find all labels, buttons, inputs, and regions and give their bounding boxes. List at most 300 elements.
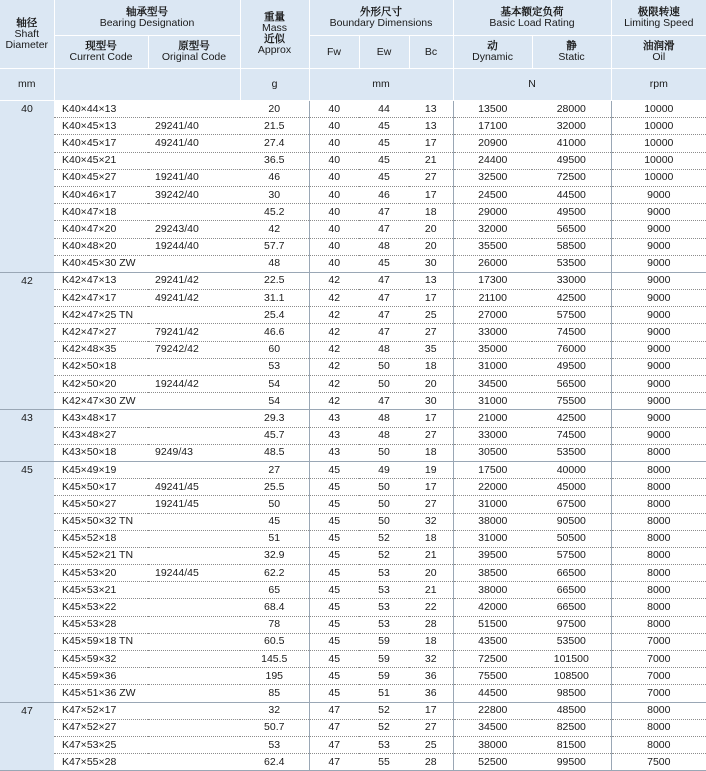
ew-cell: 45 xyxy=(359,118,409,135)
table-row xyxy=(0,135,706,152)
current-code-cell: K45×53×21 xyxy=(54,582,148,599)
ew-cell: 45 xyxy=(359,152,409,169)
mass-cell: 50.7 xyxy=(240,719,309,736)
limiting-speed-cell: 7000 xyxy=(611,633,706,650)
fw-cell: 45 xyxy=(309,599,359,616)
mass-cell: 20 xyxy=(240,101,309,118)
dynamic-load-cell: 20900 xyxy=(453,135,532,152)
fw-cell: 42 xyxy=(309,324,359,341)
table-row xyxy=(0,530,706,547)
table-row xyxy=(0,238,706,255)
ew-cell: 45 xyxy=(359,169,409,186)
mass-header-en: Mass xyxy=(261,22,288,34)
mass-cell: 46 xyxy=(240,169,309,186)
ew-cell: 59 xyxy=(359,633,409,650)
mass-cell: 53 xyxy=(240,736,309,753)
table-row xyxy=(0,754,706,771)
speed-header xyxy=(611,0,706,36)
fw-cell: 45 xyxy=(309,668,359,685)
table-row xyxy=(0,702,706,719)
original-code-cell xyxy=(148,547,240,564)
ew-cell: 49 xyxy=(359,461,409,478)
dynamic-load-cell: 38500 xyxy=(453,565,532,582)
original-code-cell: 79241/42 xyxy=(148,324,240,341)
fw-cell: 42 xyxy=(309,358,359,375)
bc-cell: 30 xyxy=(409,255,453,272)
speed-header-en: Limiting Speed xyxy=(624,16,694,29)
limiting-speed-cell: 10000 xyxy=(611,152,706,169)
table-row xyxy=(0,358,706,375)
current-code-cell: K45×50×17 xyxy=(54,479,148,496)
limiting-speed-cell: 8000 xyxy=(611,444,706,461)
table-row xyxy=(0,341,706,358)
dynamic-load-cell: 32000 xyxy=(453,221,532,238)
bc-cell: 36 xyxy=(409,668,453,685)
oil-header-en: Oil xyxy=(652,51,666,63)
original-code-cell: 49241/42 xyxy=(148,290,240,307)
limiting-speed-cell: 9000 xyxy=(611,358,706,375)
dynamic-load-cell: 31000 xyxy=(453,393,532,410)
table-row xyxy=(0,307,706,324)
dynamic-load-cell: 22800 xyxy=(453,702,532,719)
ew-cell: 52 xyxy=(359,719,409,736)
original-code-header xyxy=(148,36,240,69)
mass-cell: 145.5 xyxy=(240,651,309,668)
table-header xyxy=(0,0,706,101)
original-code-cell xyxy=(148,719,240,736)
ew-cell: 46 xyxy=(359,186,409,203)
limiting-speed-cell: 10000 xyxy=(611,135,706,152)
mass-cell: 195 xyxy=(240,668,309,685)
static-load-cell: 57500 xyxy=(532,307,611,324)
limiting-speed-cell: 10000 xyxy=(611,101,706,118)
table-row xyxy=(0,393,706,410)
current-code-cell: K45×50×27 xyxy=(54,496,148,513)
limiting-speed-cell: 9000 xyxy=(611,221,706,238)
bc-cell: 18 xyxy=(409,633,453,650)
fw-cell: 40 xyxy=(309,118,359,135)
static-load-cell: 49500 xyxy=(532,204,611,221)
dynamic-header-en: Dynamic xyxy=(472,51,513,63)
fw-cell: 40 xyxy=(309,186,359,203)
ew-cell: 47 xyxy=(359,393,409,410)
bc-cell: 32 xyxy=(409,513,453,530)
speed-unit: rpm xyxy=(611,69,706,101)
mass-cell: 57.7 xyxy=(240,238,309,255)
fw-cell: 42 xyxy=(309,393,359,410)
shaft-diameter-cell: 47 xyxy=(0,702,54,771)
load-header xyxy=(453,0,611,36)
fw-cell: 45 xyxy=(309,479,359,496)
limiting-speed-cell: 8000 xyxy=(611,530,706,547)
original-code-cell xyxy=(148,513,240,530)
limiting-speed-cell: 9000 xyxy=(611,290,706,307)
mass-cell: 62.4 xyxy=(240,754,309,771)
current-code-cell: K40×47×18 xyxy=(54,204,148,221)
bc-header: Bc xyxy=(409,36,453,69)
limiting-speed-cell: 9000 xyxy=(611,238,706,255)
mass-cell: 46.6 xyxy=(240,324,309,341)
current-code-cell: K42×47×30 ZW xyxy=(54,393,148,410)
limiting-speed-cell: 8000 xyxy=(611,719,706,736)
dynamic-load-cell: 75500 xyxy=(453,668,532,685)
current-code-header xyxy=(54,36,148,69)
static-load-cell: 82500 xyxy=(532,719,611,736)
mass-cell: 54 xyxy=(240,393,309,410)
dynamic-load-cell: 21100 xyxy=(453,290,532,307)
current-code-cell: K45×52×18 xyxy=(54,530,148,547)
ew-cell: 50 xyxy=(359,496,409,513)
fw-cell: 42 xyxy=(309,376,359,393)
load-unit: N xyxy=(453,69,611,101)
ew-cell: 45 xyxy=(359,135,409,152)
fw-cell: 40 xyxy=(309,238,359,255)
mass-cell: 85 xyxy=(240,685,309,702)
bc-cell: 32 xyxy=(409,651,453,668)
original-code-cell xyxy=(148,754,240,771)
mass-cell: 65 xyxy=(240,582,309,599)
original-code-cell xyxy=(148,685,240,702)
mass-cell: 78 xyxy=(240,616,309,633)
current-code-cell: K45×50×32 TN xyxy=(54,513,148,530)
table-row xyxy=(0,101,706,118)
static-load-cell: 40000 xyxy=(532,461,611,478)
table-row xyxy=(0,616,706,633)
current-code-cell: K47×55×28 xyxy=(54,754,148,771)
fw-cell: 42 xyxy=(309,272,359,289)
static-load-cell: 41000 xyxy=(532,135,611,152)
fw-cell: 40 xyxy=(309,135,359,152)
limiting-speed-cell: 8000 xyxy=(611,702,706,719)
ew-cell: 53 xyxy=(359,565,409,582)
table-row xyxy=(0,461,706,478)
dynamic-load-cell: 31000 xyxy=(453,358,532,375)
table-row xyxy=(0,204,706,221)
ew-cell: 53 xyxy=(359,736,409,753)
current-code-cell: K42×47×27 xyxy=(54,324,148,341)
current-code-cell: K47×52×17 xyxy=(54,702,148,719)
current-code-header-zh: 现型号 xyxy=(85,40,117,52)
ew-cell: 50 xyxy=(359,444,409,461)
table-row xyxy=(0,152,706,169)
mass-cell: 45 xyxy=(240,513,309,530)
limiting-speed-cell: 9000 xyxy=(611,324,706,341)
limiting-speed-cell: 7500 xyxy=(611,754,706,771)
original-code-header-en: Original Code xyxy=(161,51,227,63)
table-row xyxy=(0,324,706,341)
approx-header-en: Approx xyxy=(257,44,292,56)
dynamic-load-cell: 31000 xyxy=(453,496,532,513)
current-code-cell: K42×48×35 xyxy=(54,341,148,358)
table-row xyxy=(0,376,706,393)
ew-cell: 48 xyxy=(359,410,409,427)
current-code-cell: K40×44×13 xyxy=(54,101,148,118)
dynamic-load-cell: 43500 xyxy=(453,633,532,650)
dynamic-load-cell: 30500 xyxy=(453,444,532,461)
bc-cell: 17 xyxy=(409,410,453,427)
limiting-speed-cell: 10000 xyxy=(611,169,706,186)
limiting-speed-cell: 9000 xyxy=(611,255,706,272)
bc-cell: 21 xyxy=(409,547,453,564)
original-code-cell: 19241/40 xyxy=(148,169,240,186)
bc-cell: 28 xyxy=(409,754,453,771)
bc-cell: 21 xyxy=(409,152,453,169)
limiting-speed-cell: 8000 xyxy=(611,513,706,530)
current-code-cell: K40×45×30 ZW xyxy=(54,255,148,272)
designation-header-en: Bearing Designation xyxy=(99,16,195,29)
mass-cell: 45.2 xyxy=(240,204,309,221)
original-code-cell xyxy=(148,461,240,478)
table-row xyxy=(0,169,706,186)
table-row xyxy=(0,444,706,461)
original-code-cell: 19244/45 xyxy=(148,565,240,582)
static-header xyxy=(532,36,611,69)
mass-cell: 45.7 xyxy=(240,427,309,444)
static-load-cell: 57500 xyxy=(532,547,611,564)
fw-cell: 45 xyxy=(309,616,359,633)
original-code-cell: 29241/42 xyxy=(148,272,240,289)
bc-cell: 19 xyxy=(409,461,453,478)
static-load-cell: 53500 xyxy=(532,633,611,650)
original-code-cell xyxy=(148,668,240,685)
static-header-zh: 静 xyxy=(566,40,577,52)
bc-cell: 17 xyxy=(409,702,453,719)
bc-cell: 27 xyxy=(409,496,453,513)
static-load-cell: 74500 xyxy=(532,427,611,444)
static-load-cell: 67500 xyxy=(532,496,611,513)
shaft-diameter-cell: 45 xyxy=(0,461,54,702)
static-load-cell: 74500 xyxy=(532,324,611,341)
fw-cell: 45 xyxy=(309,547,359,564)
original-code-cell xyxy=(148,599,240,616)
original-code-cell xyxy=(148,427,240,444)
ew-header: Ew xyxy=(359,36,409,69)
mass-cell: 48 xyxy=(240,255,309,272)
ew-cell: 53 xyxy=(359,616,409,633)
bc-cell: 30 xyxy=(409,393,453,410)
mass-header-zh: 重量 xyxy=(264,11,285,23)
limiting-speed-cell: 9000 xyxy=(611,341,706,358)
bc-cell: 27 xyxy=(409,324,453,341)
original-code-cell xyxy=(148,410,240,427)
current-code-cell: K45×59×18 TN xyxy=(54,633,148,650)
fw-cell: 43 xyxy=(309,427,359,444)
original-code-cell xyxy=(148,633,240,650)
current-code-cell: K45×49×19 xyxy=(54,461,148,478)
table-row xyxy=(0,290,706,307)
ew-cell: 47 xyxy=(359,307,409,324)
fw-cell: 45 xyxy=(309,496,359,513)
limiting-speed-cell: 8000 xyxy=(611,496,706,513)
bc-cell: 22 xyxy=(409,599,453,616)
table-row xyxy=(0,410,706,427)
load-header-en: Basic Load Rating xyxy=(489,16,575,29)
dynamic-load-cell: 24500 xyxy=(453,186,532,203)
current-code-cell: K45×51×36 ZW xyxy=(54,685,148,702)
mass-cell: 68.4 xyxy=(240,599,309,616)
static-load-cell: 33000 xyxy=(532,272,611,289)
bc-cell: 18 xyxy=(409,444,453,461)
designation-header xyxy=(54,0,240,36)
ew-cell: 47 xyxy=(359,324,409,341)
fw-cell: 45 xyxy=(309,565,359,582)
bc-cell: 27 xyxy=(409,169,453,186)
static-load-cell: 32000 xyxy=(532,118,611,135)
dynamic-load-cell: 38000 xyxy=(453,736,532,753)
bc-cell: 20 xyxy=(409,565,453,582)
dynamic-load-cell: 31000 xyxy=(453,530,532,547)
bc-cell: 17 xyxy=(409,135,453,152)
dynamic-load-cell: 44500 xyxy=(453,685,532,702)
static-load-cell: 56500 xyxy=(532,376,611,393)
limiting-speed-cell: 8000 xyxy=(611,582,706,599)
ew-cell: 47 xyxy=(359,290,409,307)
static-load-cell: 72500 xyxy=(532,169,611,186)
static-load-cell: 99500 xyxy=(532,754,611,771)
original-code-cell xyxy=(148,393,240,410)
fw-header: Fw xyxy=(309,36,359,69)
dynamic-load-cell: 33000 xyxy=(453,427,532,444)
dynamic-load-cell: 29000 xyxy=(453,204,532,221)
oil-header xyxy=(611,36,706,69)
original-code-cell: 39242/40 xyxy=(148,186,240,203)
fw-cell: 40 xyxy=(309,221,359,238)
table-row xyxy=(0,118,706,135)
shaft-diameter-cell: 42 xyxy=(0,272,54,410)
approx-header-zh: 近似 xyxy=(264,33,285,45)
ew-cell: 50 xyxy=(359,479,409,496)
dynamic-header xyxy=(453,36,532,69)
limiting-speed-cell: 9000 xyxy=(611,204,706,221)
mass-cell: 51 xyxy=(240,530,309,547)
original-code-cell: 19241/45 xyxy=(148,496,240,513)
original-code-cell: 19244/42 xyxy=(148,376,240,393)
current-code-cell: K42×50×18 xyxy=(54,358,148,375)
mass-cell: 54 xyxy=(240,376,309,393)
designation-unit xyxy=(54,69,240,101)
dynamic-load-cell: 21000 xyxy=(453,410,532,427)
ew-cell: 50 xyxy=(359,376,409,393)
fw-cell: 43 xyxy=(309,410,359,427)
limiting-speed-cell: 9000 xyxy=(611,393,706,410)
dynamic-load-cell: 17500 xyxy=(453,461,532,478)
fw-cell: 45 xyxy=(309,685,359,702)
dynamic-load-cell: 24400 xyxy=(453,152,532,169)
fw-cell: 40 xyxy=(309,204,359,221)
dynamic-load-cell: 39500 xyxy=(453,547,532,564)
static-load-cell: 53500 xyxy=(532,444,611,461)
table-row xyxy=(0,736,706,753)
original-code-cell xyxy=(148,101,240,118)
bc-cell: 20 xyxy=(409,221,453,238)
table-row xyxy=(0,221,706,238)
fw-cell: 45 xyxy=(309,530,359,547)
limiting-speed-cell: 7000 xyxy=(611,651,706,668)
fw-cell: 40 xyxy=(309,255,359,272)
mass-cell: 60.5 xyxy=(240,633,309,650)
original-code-cell xyxy=(148,616,240,633)
shaft-diameter-cell: 40 xyxy=(0,101,54,273)
ew-cell: 51 xyxy=(359,685,409,702)
original-code-header-zh: 原型号 xyxy=(178,40,210,52)
table-row xyxy=(0,479,706,496)
ew-cell: 45 xyxy=(359,255,409,272)
current-code-cell: K43×48×27 xyxy=(54,427,148,444)
table-row xyxy=(0,547,706,564)
mass-cell: 31.1 xyxy=(240,290,309,307)
dynamic-load-cell: 27000 xyxy=(453,307,532,324)
table-row xyxy=(0,186,706,203)
ew-cell: 50 xyxy=(359,513,409,530)
static-load-cell: 42500 xyxy=(532,410,611,427)
fw-cell: 42 xyxy=(309,290,359,307)
table-row xyxy=(0,719,706,736)
static-load-cell: 101500 xyxy=(532,651,611,668)
current-code-cell: K42×47×13 xyxy=(54,272,148,289)
ew-cell: 47 xyxy=(359,272,409,289)
static-load-cell: 50500 xyxy=(532,530,611,547)
fw-cell: 45 xyxy=(309,651,359,668)
bc-cell: 13 xyxy=(409,272,453,289)
original-code-cell xyxy=(148,530,240,547)
static-load-cell: 76000 xyxy=(532,341,611,358)
table-body xyxy=(0,101,706,771)
table-row xyxy=(0,582,706,599)
mass-cell: 22.5 xyxy=(240,272,309,289)
current-code-cell: K47×53×25 xyxy=(54,736,148,753)
current-code-cell: K40×45×13 xyxy=(54,118,148,135)
bc-cell: 21 xyxy=(409,582,453,599)
current-code-cell: K42×47×25 TN xyxy=(54,307,148,324)
dynamic-load-cell: 72500 xyxy=(453,651,532,668)
shaft-header-en2: Diameter xyxy=(5,38,49,51)
bc-cell: 18 xyxy=(409,204,453,221)
bc-cell: 18 xyxy=(409,358,453,375)
fw-cell: 45 xyxy=(309,633,359,650)
current-code-cell: K42×50×20 xyxy=(54,376,148,393)
fw-cell: 45 xyxy=(309,513,359,530)
table-row xyxy=(0,651,706,668)
ew-cell: 47 xyxy=(359,204,409,221)
static-load-cell: 75500 xyxy=(532,393,611,410)
shaft-header-en1: Shaft xyxy=(14,27,40,40)
static-load-cell: 98500 xyxy=(532,685,611,702)
original-code-cell: 9249/43 xyxy=(148,444,240,461)
limiting-speed-cell: 7000 xyxy=(611,668,706,685)
current-code-cell: K40×48×20 xyxy=(54,238,148,255)
static-load-cell: 42500 xyxy=(532,290,611,307)
fw-cell: 47 xyxy=(309,754,359,771)
dynamic-load-cell: 17100 xyxy=(453,118,532,135)
original-code-cell xyxy=(148,651,240,668)
shaft-header xyxy=(0,0,54,69)
original-code-cell xyxy=(148,152,240,169)
current-code-cell: K40×45×21 xyxy=(54,152,148,169)
fw-cell: 43 xyxy=(309,444,359,461)
bc-cell: 25 xyxy=(409,736,453,753)
shaft-header-zh: 轴径 xyxy=(16,16,38,29)
ew-cell: 59 xyxy=(359,668,409,685)
fw-cell: 47 xyxy=(309,702,359,719)
static-load-cell: 108500 xyxy=(532,668,611,685)
limiting-speed-cell: 8000 xyxy=(611,461,706,478)
original-code-cell xyxy=(148,736,240,753)
bc-cell: 20 xyxy=(409,376,453,393)
mass-cell: 27.4 xyxy=(240,135,309,152)
limiting-speed-cell: 7000 xyxy=(611,685,706,702)
limiting-speed-cell: 9000 xyxy=(611,376,706,393)
current-code-cell: K45×53×22 xyxy=(54,599,148,616)
